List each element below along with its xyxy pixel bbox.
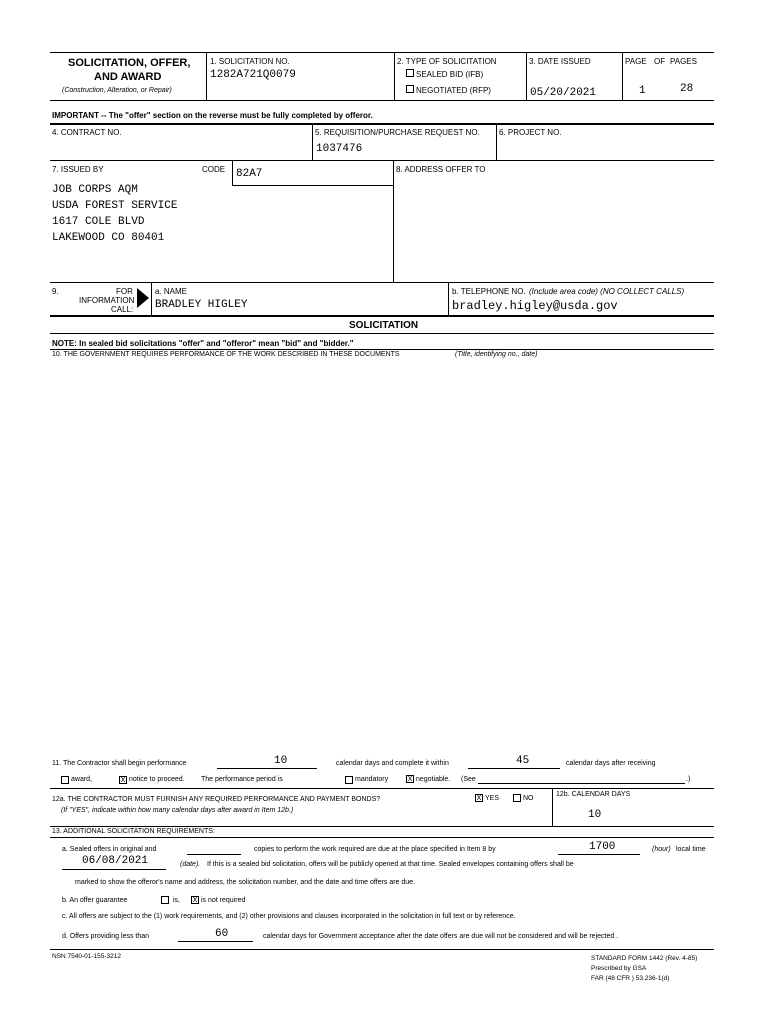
negotiable-label: negotiable. (416, 776, 451, 783)
page-label: PAGE (625, 57, 647, 66)
telephone-field[interactable]: bradley.higley@usda.gov (452, 299, 618, 313)
item13a-date-text: If this is a sealed bid solicitation, offers will be publicly opened at that time. Sealed envelopes containing offers shall be (207, 861, 574, 868)
item11-text-a: 11. The Contractor shall begin performance (52, 760, 187, 767)
form-title-line2: AND AWARD (94, 71, 162, 83)
divider (393, 160, 394, 282)
complete-days-field[interactable]: 45 (516, 755, 530, 767)
divider (50, 826, 714, 827)
requisition-no-field[interactable]: 1037476 (316, 143, 363, 155)
guarantee-is-not-label: is not required (201, 897, 246, 904)
underline (217, 768, 317, 769)
pages-label: PAGES (670, 57, 697, 66)
due-date-field[interactable]: 06/08/2021 (82, 855, 149, 867)
guarantee-is-not-checkbox[interactable]: X (192, 896, 198, 904)
start-days-field[interactable]: 10 (274, 755, 288, 767)
divider (448, 282, 449, 315)
item11-text-b: calendar days and complete it within (336, 760, 449, 767)
award-checkbox[interactable] (61, 776, 69, 784)
divider (50, 100, 714, 101)
divider (50, 315, 714, 317)
bonds-yes-checkbox[interactable]: X (476, 794, 482, 802)
for-info-label-3: CALL: (111, 305, 134, 314)
prescribed-by-label: Prescribed by GSA (591, 965, 647, 972)
divider (50, 837, 714, 838)
item13b-text: b. An offer guarantee (62, 897, 128, 904)
standard-form-label: STANDARD FORM 1442 (Rev. 4-85) (591, 955, 698, 962)
form-title-line1: SOLICITATION, OFFER, (68, 57, 191, 69)
item12a-sub: (If "YES", indicate within how many calendar days after award in Item 12b.) (61, 807, 294, 814)
solicitation-no-label: 1. SOLICITATION NO. (210, 57, 290, 66)
negotiated-label: NEGOTIATED (RFP) (416, 86, 491, 95)
item10-label: 10. THE GOVERNMENT REQUIRES PERFORMANCE OF THE WORK DESCRIBED IN THESE DOCUMENTS (52, 351, 400, 358)
divider (622, 52, 623, 100)
page-number-field[interactable]: 1 (639, 85, 646, 97)
bonds-no-label: NO (523, 795, 534, 802)
arrow-right-icon (137, 288, 149, 308)
item13a-text2: copies to perform the work required are due at the place specified in Item 8 by (254, 846, 496, 853)
divider (394, 52, 395, 100)
solicitation-heading: SOLICITATION (349, 320, 419, 331)
divider (496, 123, 497, 160)
item13-label: 13. ADDITIONAL SOLICITATION REQUIREMENTS: (52, 828, 215, 835)
telephone-note: (Include area code) (NO COLLECT CALLS) (529, 287, 685, 296)
award-label: award, (71, 776, 93, 783)
negotiable-checkbox[interactable]: X (407, 775, 413, 783)
contact-name-field[interactable]: BRADLEY HIGLEY (155, 299, 248, 311)
requisition-no-label: 5. REQUISITION/PURCHASE REQUEST NO. (315, 128, 480, 137)
issued-by-line-2: USDA FOREST SERVICE (52, 200, 178, 212)
item13d-text1: d. Offers providing less than (62, 933, 150, 940)
mandatory-label: mandatory (355, 776, 389, 783)
form-title-sub: (Construction, Alteration, or Repair) (62, 87, 172, 94)
notice-to-proceed-checkbox[interactable]: X (120, 776, 126, 784)
contact-name-label: a. NAME (155, 287, 188, 296)
calendar-days-field[interactable]: 10 (588, 809, 602, 821)
guarantee-is-label: is, (173, 897, 180, 904)
item13c-text: c. All offers are subject to the (1) work requirements, and (2) other provisions and clauses incorporated in the solicitation in full text or by reference. (62, 913, 516, 920)
hour-label: (hour) (652, 846, 671, 853)
divider (526, 52, 527, 100)
for-info-label-1: FOR (116, 287, 133, 296)
divider (232, 185, 393, 186)
mandatory-checkbox[interactable] (345, 776, 353, 784)
acceptance-days-field[interactable]: 60 (215, 928, 229, 940)
item11-text-c: calendar days after receiving (566, 760, 656, 767)
negotiated-checkbox[interactable] (406, 85, 414, 93)
issued-by-line-4: LAKEWOOD CO 80401 (52, 232, 165, 244)
address-offer-to-label: 8. ADDRESS OFFER TO (396, 165, 486, 174)
divider (50, 160, 714, 161)
total-pages-field[interactable]: 28 (680, 83, 694, 95)
nsn-number: NSN 7540-01-155-3212 (52, 953, 122, 960)
due-time-field[interactable]: 1700 (589, 841, 616, 853)
item12a-label: 12a. THE CONTRACTOR MUST FURNISH ANY REQUIRED PERFORMANCE AND PAYMENT BONDS? (52, 796, 381, 803)
divider (552, 788, 553, 826)
notice-to-proceed-label: notice to proceed. (129, 776, 185, 783)
far-reference: FAR (48 CFR ) 53.236-1(d) (591, 975, 670, 982)
local-time-label: local time (676, 846, 706, 853)
item10-note: (Title, identifying no., date) (455, 351, 538, 358)
underline (187, 854, 241, 855)
item13a-marked-text: marked to show the offeror's name and address, the solicitation number, and the date and time offers are due. (75, 879, 416, 886)
divider (50, 123, 714, 125)
project-no-label: 6. PROJECT NO. (499, 128, 562, 137)
underline (178, 941, 253, 942)
telephone-label: b. TELEPHONE NO. (452, 287, 526, 296)
divider (232, 160, 233, 185)
solicitation-type-label: 2. TYPE OF SOLICITATION (397, 57, 497, 66)
note-text: NOTE: In sealed bid solicitations "offer" and "offeror" mean "bid" and "bidder." (52, 339, 354, 348)
issued-by-line-1: JOB CORPS AQM (52, 184, 138, 196)
divider (151, 282, 152, 315)
item13a-text1: a. Sealed offers in original and (62, 846, 157, 853)
item12b-label: 12b. CALENDAR DAYS (556, 791, 631, 798)
divider (50, 949, 714, 950)
date-label: (date). (180, 861, 201, 868)
issued-by-label: 7. ISSUED BY (52, 165, 104, 174)
contract-no-label: 4. CONTRACT NO. (52, 128, 122, 137)
underline (62, 869, 166, 870)
sealed-bid-checkbox[interactable] (406, 69, 414, 77)
date-issued-field[interactable]: 05/20/2021 (530, 87, 597, 99)
issued-by-line-3: 1617 COLE BLVD (52, 216, 145, 228)
divider (312, 123, 313, 160)
important-note: IMPORTANT -- The "offer" section on the reverse must be fully completed by offeror. (52, 111, 373, 120)
guarantee-is-checkbox[interactable] (161, 896, 169, 904)
top-border (50, 52, 714, 53)
solicitation-no-field[interactable]: 1282A721Q0079 (210, 69, 296, 81)
date-issued-label: 3. DATE ISSUED (529, 57, 591, 66)
item13d-text2: calendar days for Government acceptance after the date offers are due will not be considered and will be rejected . (263, 933, 619, 940)
for-info-label-2: INFORMATION (79, 296, 135, 305)
underline (558, 854, 640, 855)
divider (206, 52, 207, 100)
divider (50, 282, 714, 283)
sealed-bid-label: SEALED BID (IFB) (416, 70, 484, 79)
divider (50, 333, 714, 334)
of-label: OF (654, 57, 666, 66)
see-close-label: .) (686, 776, 691, 783)
code-label: CODE (202, 165, 226, 174)
bonds-no-checkbox[interactable] (513, 794, 521, 802)
divider (50, 788, 714, 789)
see-label: (See (461, 776, 476, 783)
divider (50, 349, 714, 350)
underline (468, 768, 560, 769)
item9-number: 9. (52, 287, 59, 296)
underline (478, 783, 685, 784)
bonds-yes-label: YES (485, 795, 500, 802)
code-field[interactable]: 82A7 (236, 168, 263, 180)
performance-period-label: The performance period is (201, 776, 283, 783)
